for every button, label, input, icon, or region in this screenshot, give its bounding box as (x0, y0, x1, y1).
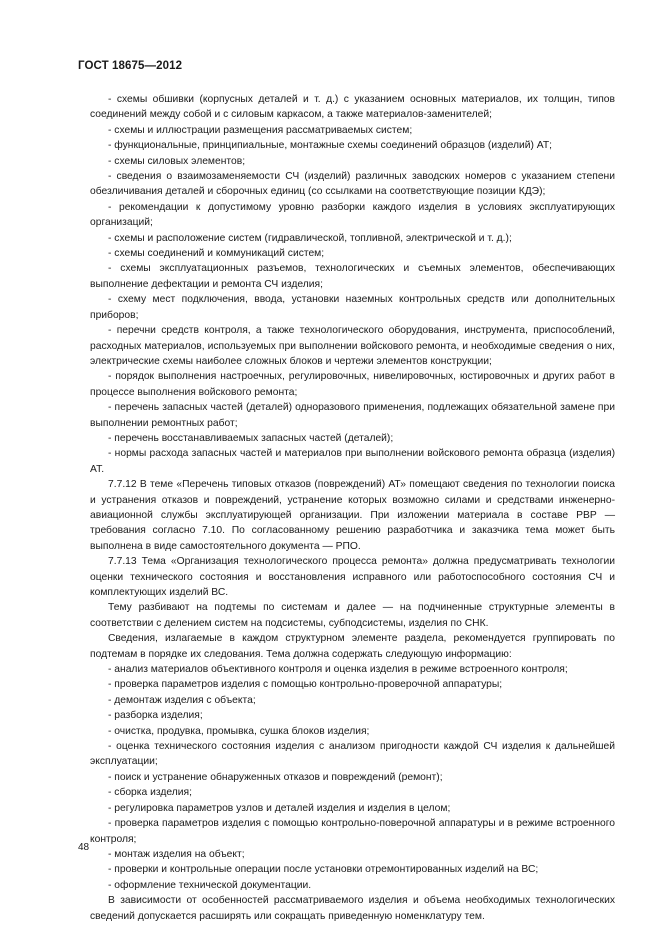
paragraph: - анализ материалов объективного контроля и оценка изделия в режиме встроенного контроля; (108, 664, 568, 676)
paragraph: Сведения, излагаемые в каждом структурном элементе раздела, рекомендуется группировать по подтемам в порядке их следования. Тема должна содержать следующую информацию: (90, 633, 615, 660)
paragraph: - схемы силовых элементов; (108, 155, 246, 167)
paragraph: - перечень восстанавливаемых запасных частей (деталей); (108, 432, 394, 444)
section-7-7-13: 7.7.13 Тема «Организация технологического процесса ремонта» должна предусматривать технологии оценки технического состояния и восстановления исправного или работоспособного состояния СЧ и комплектующих изделий ВС. (90, 556, 615, 598)
body-text (90, 92, 615, 924)
paragraph: - проверка параметров изделия с помощью контрольно-поверочной аппаратуры и в режиме встроенного контроля; (90, 818, 615, 845)
paragraph: - оценка технического состояния изделия с анализом пригодности каждой СЧ изделия к дальнейшей эксплуатации; (90, 741, 615, 768)
paragraph: - рекомендации к допустимому уровню разборки каждого изделия в условиях эксплуатирующих организаций; (90, 201, 615, 229)
paragraph: - сведения о взаимозаменяемости СЧ (изделий) различных заводских номеров с указанием степени обезличивания деталей и сборочных единиц (со ссылками на соответствующие позиции КДЭ); (90, 171, 615, 198)
paragraph: - демонтаж изделия с объекта; (108, 694, 256, 706)
paragraph: Тему разбивают на подтемы по системам и далее — на подчиненные структурные элементы в соответствии с делением систем на подсистемы, субподсистемы, изделия по СНК. (90, 602, 615, 629)
paragraph: - порядок выполнения настроечных, регулировочных, нивелировочных, юстировочных и других работ в процессе выполнения войскового ремонта; (90, 371, 615, 398)
paragraph: - монтаж изделия на объект; (108, 848, 245, 860)
section-7-7-12: 7.7.12 В теме «Перечень типовых отказов (повреждений) АТ» помещают сведения по технологии поиска и устранения отказов и повреждений, устранение которых возможно силами и средствами инженерно-авиационной службы эксплуатирующей организации. При изложении материала в составе РВР — требования согласно 7.10. По согласованному решению разработчика и заказчика тема может быть выполнена в виде самостоятельного документа — РПО. (90, 479, 615, 552)
paragraph: - схемы и расположение систем (гидравлической, топливной, электрической и т. д.); (108, 232, 512, 244)
paragraph: - функциональные, принципиальные, монтажные схемы соединений образцов (изделий) АТ; (108, 140, 552, 152)
paragraph: - схему мест подключения, ввода, установки наземных контрольных средств или дополнительных приборов; (90, 294, 615, 321)
paragraph: - разборка изделия; (108, 710, 203, 722)
paragraph: В зависимости от особенностей рассматриваемого изделия и объема необходимых технологических сведений допускается расширять или сокращать приведенную номенклатуру тем. (90, 895, 615, 922)
paragraph: - оформление технической документации. (108, 879, 312, 891)
paragraph: - проверки и контрольные операции после установки отремонтированных изделий на ВС; (108, 864, 539, 876)
paragraph: - схемы обшивки (корпусных деталей и т. д.) с указанием основных материалов, их толщин, типов соединений между собой и с силовым каркасом, а также материалов-заменителей; (90, 94, 615, 121)
paragraph: - перечни средств контроля, а также технологического оборудования, инструмента, приспособлений, расходных материалов, используемых при выполнении войскового ремонта, и необходимые сведения о них, электрические схемы наиболее сложных блоков и чертежи элементов конструкции; (90, 325, 615, 367)
paragraph: - регулировка параметров узлов и деталей изделия и изделия в целом; (108, 802, 451, 814)
paragraph: - сборка изделия; (108, 787, 192, 799)
paragraph: - схемы и иллюстрации размещения рассматриваемых систем; (108, 124, 413, 136)
paragraph: - поиск и устранение обнаруженных отказов и повреждений (ремонт); (108, 771, 443, 783)
paragraph: - схемы соединений и коммуникаций систем; (108, 248, 325, 260)
paragraph: - схемы эксплуатационных разъемов, технологических и съемных элементов, обеспечивающих выполнение дефектации и ремонта СЧ изделия; (90, 263, 615, 290)
paragraph: - очистка, продувка, промывка, сушка блоков изделия; (108, 725, 370, 737)
paragraph: - нормы расхода запасных частей и материалов при выполнении войскового ремонта образца (изделия) АТ. (90, 448, 615, 475)
standard-title: ГОСТ 18675—2012 (78, 60, 183, 72)
page-number: 48 (78, 842, 90, 853)
paragraph: - перечень запасных частей (деталей) одноразового применения, подлежащих обязательной замене при выполнении ремонтных работ; (90, 402, 615, 429)
paragraph: - проверка параметров изделия с помощью контрольно-проверочной аппаратуры; (108, 679, 503, 691)
